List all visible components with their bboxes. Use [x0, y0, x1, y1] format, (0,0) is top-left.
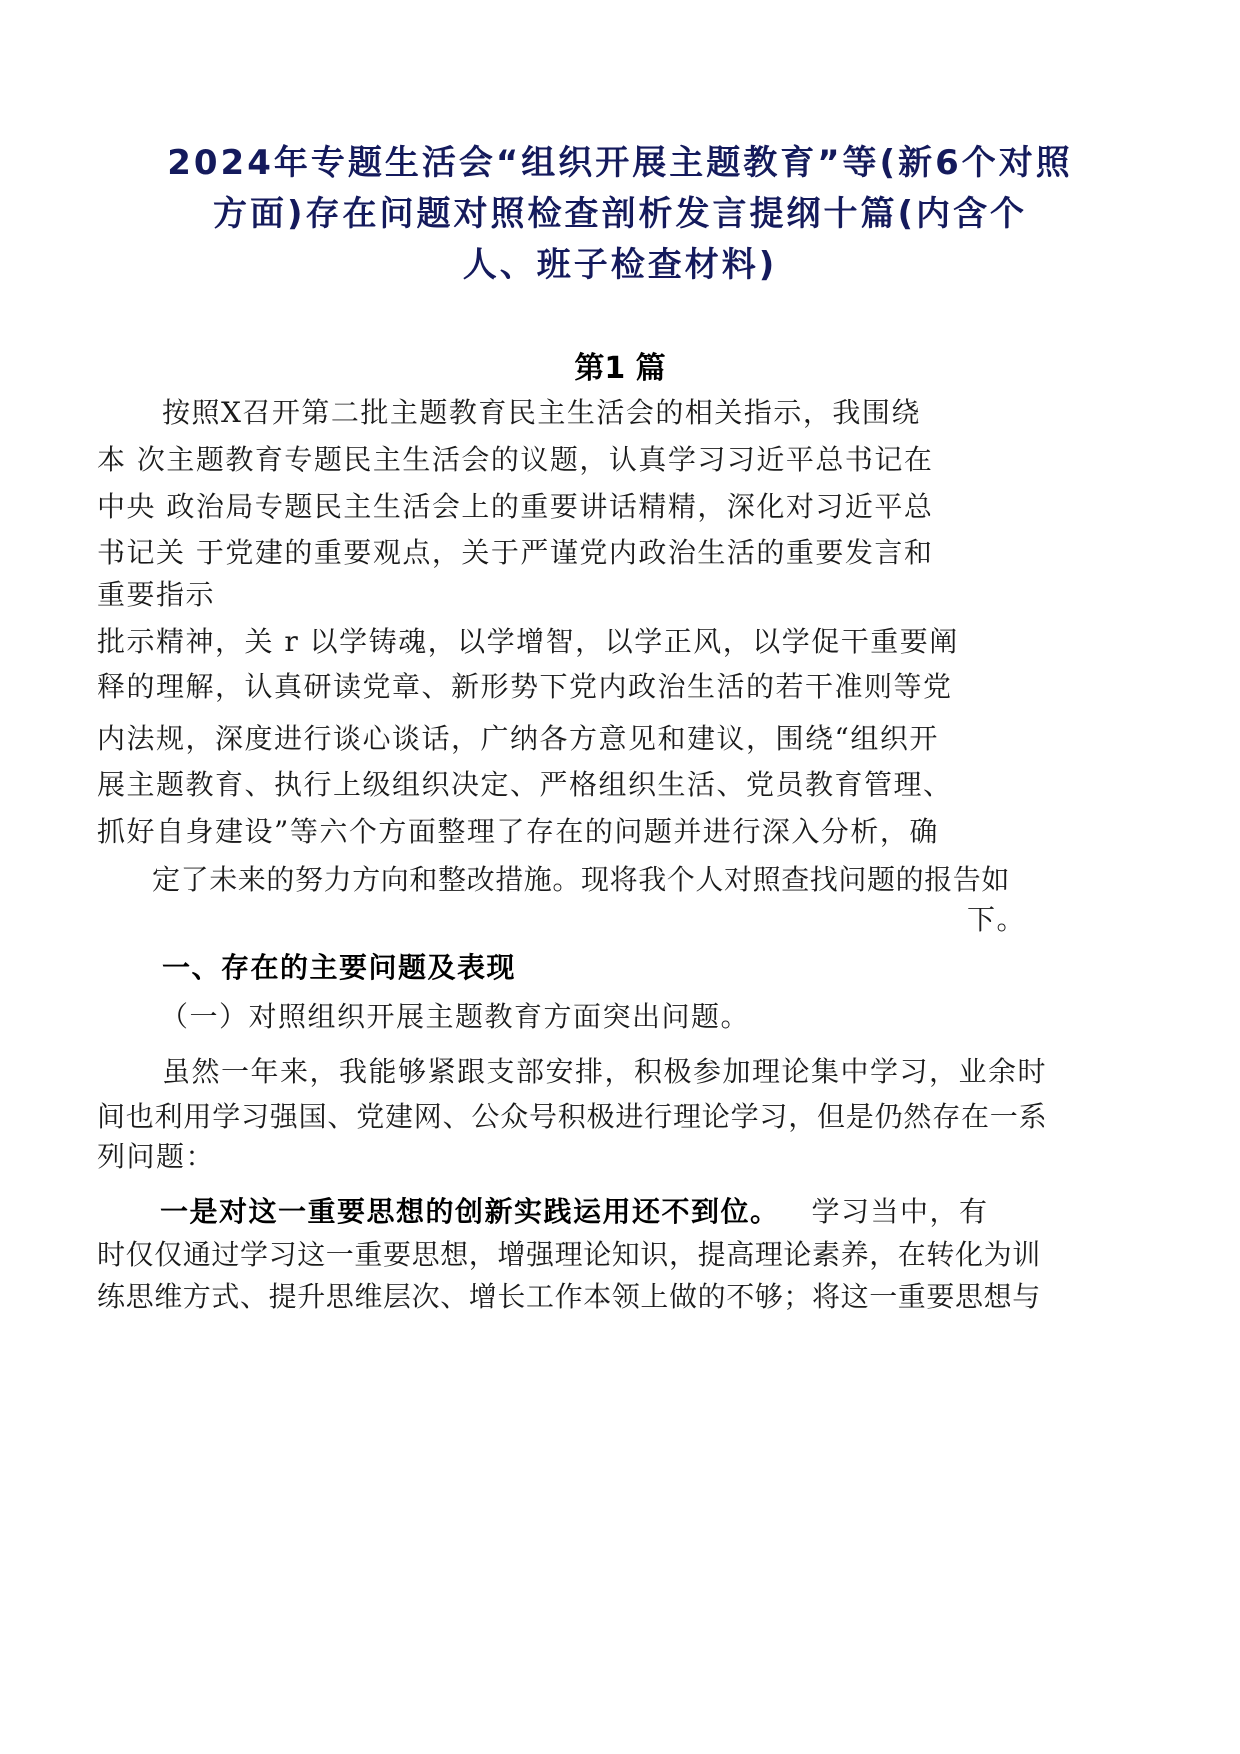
intro-line: 抓好自身建设”等六个方面整理了存在的问题并进行深入分析，确: [97, 815, 939, 848]
intro-line: 按照X召开第二批主题教育民主生活会的相关指示，我围绕: [162, 396, 921, 429]
intro-line: 下。: [966, 903, 1026, 936]
point-1-line: 练思维方式、提升思维层次、增长工作本领上做的不够；将这一重要思想与: [97, 1280, 1041, 1313]
document-title-line-1: 2024年专题生活会“组织开展主题教育”等(新6个对照: [167, 143, 1073, 183]
document-title-line-3: 人、班子检查材料): [462, 245, 778, 285]
document-title-line-2: 方面)存在问题对照检查剖析发言提纲十篇(内含个: [212, 194, 1028, 234]
intro-line: 书记关 于党建的重要观点，关于严谨党内政治生活的重要发言和: [97, 536, 934, 569]
intro-line: 展主题教育、执行上级组织决定、严格组织生活、党员教育管理、: [97, 768, 953, 801]
section-heading: 第1 篇: [574, 351, 666, 386]
intro-line: 重要指示: [97, 578, 216, 611]
intro-line: 释的理解，认真研读党章、新形势下党内政治生活的若干准则等党: [97, 670, 953, 703]
point-1-bold-text: 一是对这一重要思想的创新实践运用还不到位。: [160, 1195, 780, 1228]
intro-line: 批示精神，关 r 以学铸魂，以学增智，以学正风，以学促干重要阐: [97, 625, 959, 658]
body-line: 虽然一年来，我能够紧跟支部安排，积极参加理论集中学习，业余时: [162, 1055, 1048, 1088]
body-line: 列问题：: [97, 1140, 216, 1173]
point-1-first-line: [160, 1192, 989, 1232]
intro-line: 本 次主题教育专题民主生活会的议题，认真学习习近平总书记在: [97, 443, 934, 476]
heading-1: 一、存在的主要问题及表现: [162, 951, 517, 984]
point-1-rest-text: 学习当中，有: [811, 1195, 989, 1228]
subheading-1: （一）对照组织开展主题教育方面突出问题。: [160, 1000, 751, 1033]
intro-line: 定了未来的努力方向和整改措施。现将我个人对照查找问题的报告如: [152, 863, 1011, 896]
body-line: 间也利用学习强国、党建网、公众号积极进行理论学习，但是仍然存在一系: [97, 1100, 1048, 1133]
intro-line: 中央 政治局专题民主生活会上的重要讲话精精，深化对习近平总: [97, 490, 934, 523]
intro-line: 内法规，深度进行谈心谈话，广纳各方意见和建议，围绕“组织开: [97, 722, 939, 755]
point-1-line: 时仅仅通过学习这一重要思想，增强理论知识，提高理论素养，在转化为训: [97, 1238, 1041, 1271]
